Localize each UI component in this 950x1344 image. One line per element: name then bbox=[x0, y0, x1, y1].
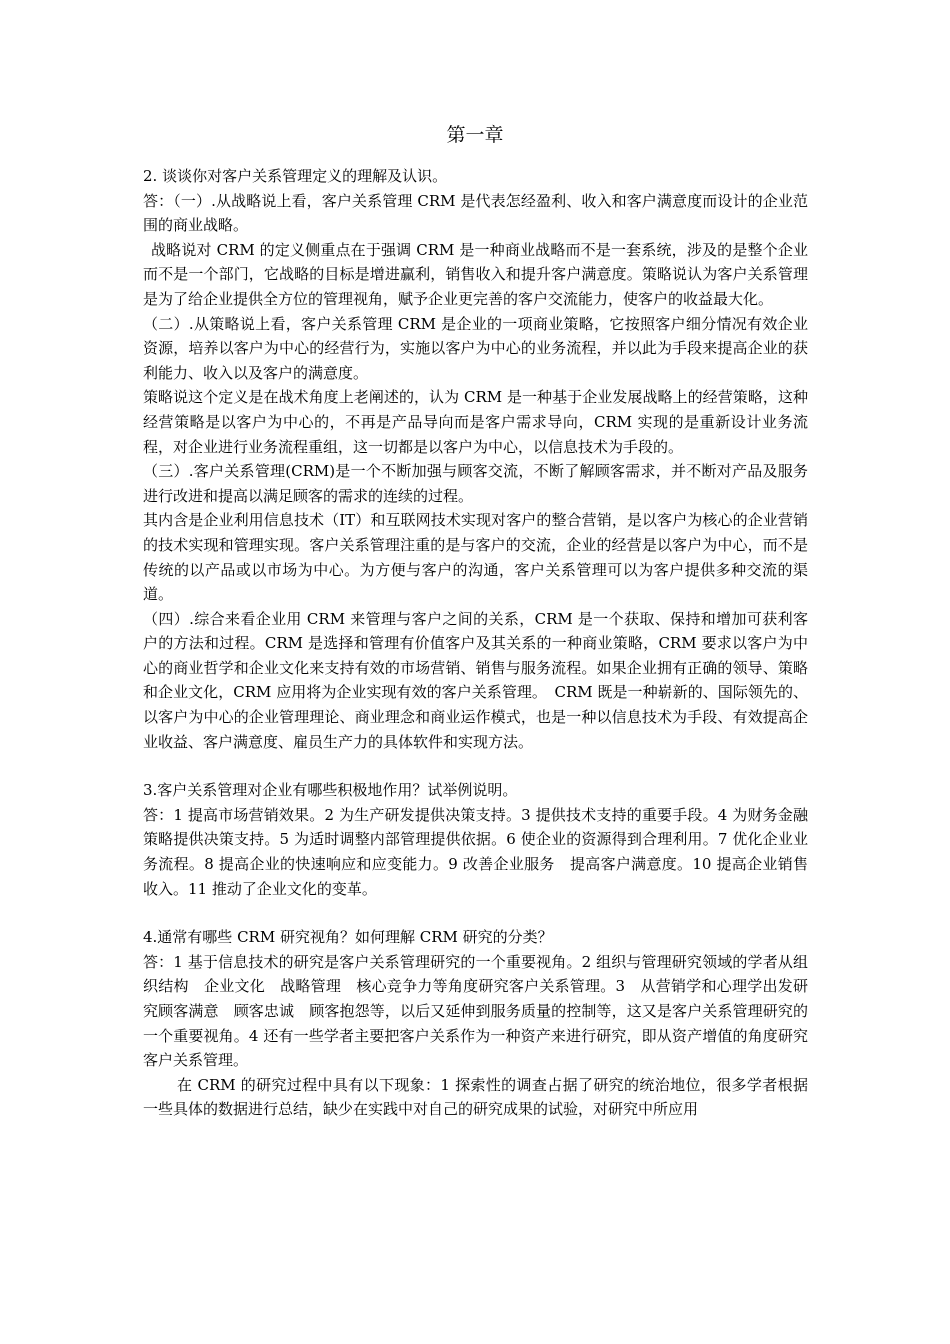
question-3-heading: 3.客户关系管理对企业有哪些积极地作用？试举例说明。 bbox=[143, 781, 518, 800]
question-2-answer-part-4: （四）.综合来看企业用 CRM 来管理与客户之间的关系，CRM 是一个获取、保持和增加可获利客户的方法和过程。CRM 是选择和管理有价值客户及其关系的一种商业策略，CRM 要求以客户为中心的商业哲学和企业文化来支持有效的市场营销、销售与服务流程。如果企业拥有正确的领导、策略和企业文化，CRM 应用将为企业实现有效的客户关系管理。 CRM 既是一种崭新的、国际领先的、以客户为中心的企业管理理论、商业理念和商业运作模式，也是一种以信息技术为手段、有效提高企业收益、客户满意度、雇员生产力的具体软件和实现方法。 bbox=[143, 609, 808, 751]
question-4-heading: 4.通常有哪些 CRM 研究视角？如何理解 CRM 研究的分类？ bbox=[143, 928, 553, 947]
document-body bbox=[143, 164, 808, 1122]
question-3-answer: 答：1 提高市场营销效果。2 为生产研发提供决策支持。3 提供技术支持的重要手段。4 为财务金融策略提供决策支持。5 为适时调整内部管理提供依据。6 使企业的资源得到合理利用。7 优化企业业务流程。8 提高企业的快速响应和应变能力。9 改善企业服务 提高客户满意度。10 提高企业销售收入。11 推动了企业文化的变革。 bbox=[143, 805, 808, 898]
question-4-answer: 答：1 基于信息技术的研究是客户关系管理研究的一个重要视角。2 组织与管理研究领域的学者从组织结构 企业文化 战略管理 核心竞争力等角度研究客户关系管理。3 从营销学和心理学出发研究顾客满意 顾客忠诚 顾客抱怨等，以后又延伸到服务质量的控制等，这又是客户关系管理研究的一个重要视角。4 还有一些学者主要把客户关系作为一种资产来进行研究，即从资产增值的角度研究客户关系管理。 bbox=[143, 952, 808, 1070]
question-2-paragraph-4: 策略说这个定义是在战术角度上老阐述的，认为 CRM 是一种基于企业发展战略上的经营策略，这种经营策略是以客户为中心的，不再是产品导向而是客户需求导向，CRM 实现的是重新设计业务流程，对企业进行业务流程重组，这一切都是以客户为中心，以信息技术为手段的。 bbox=[143, 388, 808, 456]
question-2-heading: 2. 谈谈你对客户关系管理定义的理解及认识。 bbox=[143, 167, 448, 185]
chapter-title: 第一章 bbox=[446, 124, 504, 146]
question-2-answer-part-3: （三）.客户关系管理(CRM)是一个不断加强与顾客交流，不断了解顾客需求，并不断对产品及服务进行改进和提高以满足顾客的需求的连续的过程。 bbox=[143, 462, 808, 505]
question-2-answer-part-1: 答：（一）.从战略说上看，客户关系管理 CRM 是代表怎经盈利、收入和客户满意度而设计的企业范围的商业战略。 bbox=[143, 191, 808, 235]
question-2-paragraph-2: 战略说对 CRM 的定义侧重点在于强调 CRM 是一种商业战略而不是一套系统，涉及的是整个企业而不是一个部门，它战略的目标是增进赢利，销售收入和提升客户满意度。策略说认为客户关系管理是为了给企业提供全方位的管理视角，赋予企业更完善的客户交流能力，使客户的收益最大化。 bbox=[143, 240, 808, 308]
question-4-paragraph-2: 在 CRM 的研究过程中具有以下现象：1 探索性的调查占据了研究的统治地位，很多学者根据一些具体的数据进行总结，缺少在实践中对自己的研究成果的试验，对研究中所应用 bbox=[143, 1075, 808, 1119]
question-2-answer-part-2: （二）.从策略说上看，客户关系管理 CRM 是企业的一项商业策略，它按照客户细分情况有效企业资源，培养以客户为中心的经营行为，实施以客户为中心的业务流程，并以此为手段来提高企业的获利能力、收入以及客户的满意度。 bbox=[143, 314, 808, 382]
question-2-paragraph-6: 其内含是企业利用信息技术（IT）和互联网技术实现对客户的整合营销，是以客户为核心的企业营销的技术实现和管理实现。客户关系管理注重的是与客户的交流，企业的经营是以客户为中心，而不是传统的以产品或以市场为中心。为方便与客户的沟通，客户关系管理可以为客户提供多种交流的渠道。 bbox=[143, 511, 808, 604]
